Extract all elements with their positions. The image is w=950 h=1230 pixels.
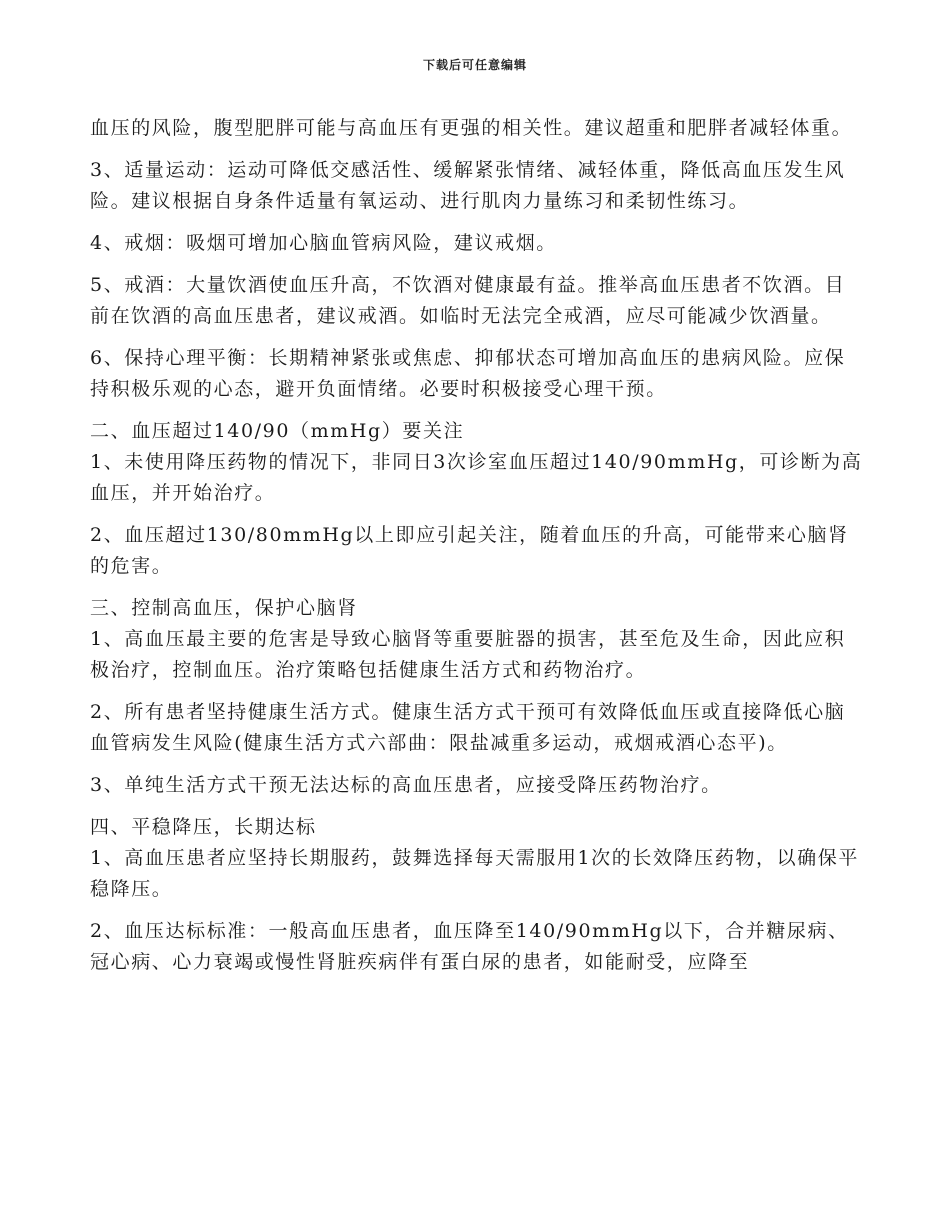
paragraph: 1、高血压患者应坚持长期服药，鼓舞选择每天需服用1次的长效降压药物，以确保平稳降压。: [90, 847, 859, 900]
paragraph: 3、适量运动：运动可降低交感活性、缓解紧张情绪、减轻体重，降低高血压发生风险。建议根据自身条件适量有氧运动、进行肌肉力量练习和柔韧性练习。: [90, 159, 846, 212]
paragraph: 4、戒烟：吸烟可增加心脑血管病风险，建议戒烟。: [90, 232, 557, 254]
paragraph: 2、所有患者坚持健康生活方式。健康生活方式干预可有效降低血压或直接降低心脑血管病发生风险(健康生活方式六部曲：限盐减重多运动，戒烟戒酒心态平)。: [90, 701, 846, 754]
paragraph: 1、高血压最主要的危害是导致心脑肾等重要脏器的损害，甚至危及生命，因此应积极治疗，控制血压。治疗策略包括健康生活方式和药物治疗。: [90, 628, 846, 681]
paragraph: 6、保持心理平衡：长期精神紧张或焦虑、抑郁状态可增加高血压的患病风险。应保持积极乐观的心态，避开负面情绪。必要时积极接受心理干预。: [90, 347, 846, 400]
paragraph: 1、未使用降压药物的情况下，非同日3次诊室血压超过140/90mmHg，可诊断为高血压，并开始治疗。: [90, 451, 863, 504]
page-header: 下载后可任意编辑: [422, 58, 527, 72]
paragraph: 血压的风险，腹型肥胖可能与高血压有更强的相关性。建议超重和肥胖者减轻体重。: [90, 117, 853, 139]
section-heading: 四、平稳降压，长期达标: [90, 816, 317, 838]
paragraph: 2、血压超过130/80mmHg以上即应引起关注，随着血压的升高，可能带来心脑肾的危害。: [90, 524, 849, 577]
section-heading: 三、控制高血压，保护心脑肾: [90, 597, 358, 619]
paragraph: 3、单纯生活方式干预无法达标的高血压患者，应接受降压药物治疗。: [90, 774, 722, 796]
paragraph: 5、戒酒：大量饮酒使血压升高，不饮酒对健康最有益。推举高血压患者不饮酒。目前在饮酒的高血压患者，建议戒酒。如临时无法完全戒酒，应尽可能减少饮酒量。: [90, 274, 846, 327]
paragraph: 2、血压达标标准：一般高血压患者，血压降至140/90mmHg以下，合并糖尿病、冠心病、心力衰竭或慢性肾脏疾病伴有蛋白尿的患者，如能耐受，应降至: [90, 920, 849, 973]
section-heading: 二、血压超过140/90（mmHg）要关注: [90, 420, 465, 442]
document-body: [90, 113, 865, 989]
